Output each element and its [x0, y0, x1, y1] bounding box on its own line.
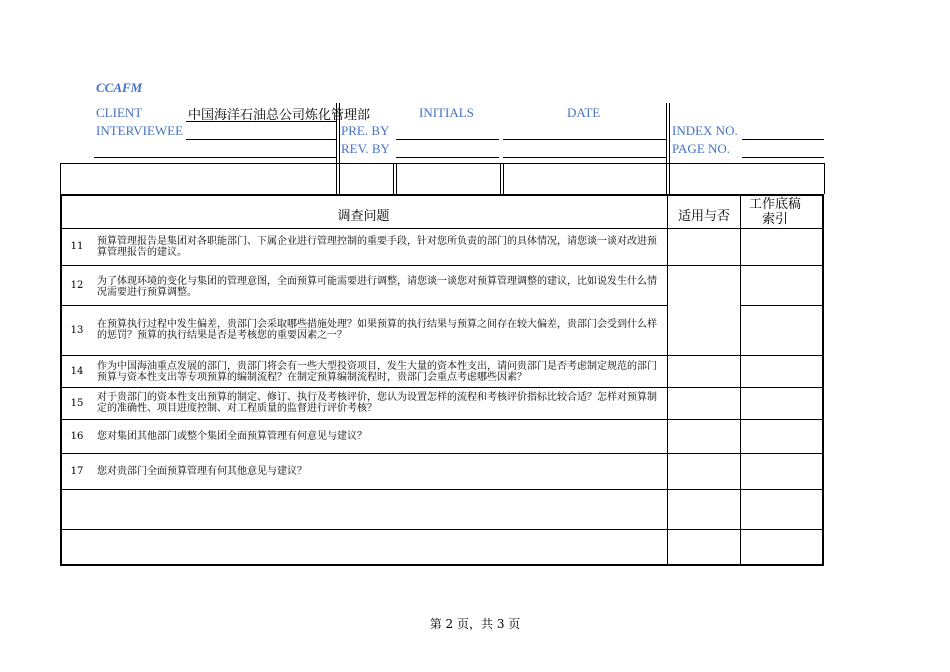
blank-row-border	[824, 163, 825, 194]
header-separator	[339, 103, 340, 194]
question-text: 作为中国海油重点发展的部门，贵部门将会有一些大型投资项目，发生大量的资本性支出，请问贵部门是否考虑制定规范的部门预算与资本性支出等专项预算的编制流程？在制定预算编制流程时，贵部门会重点考虑哪些因素？	[97, 361, 657, 383]
header-separator	[666, 103, 667, 194]
company-logo: CCAFM	[96, 80, 143, 95]
column-divider	[667, 194, 668, 566]
blank-row-border	[60, 163, 61, 194]
row-separator	[60, 419, 824, 420]
date-label: DATE	[567, 105, 601, 120]
header-separator	[336, 103, 337, 194]
blank-row-border	[393, 163, 394, 194]
row-separator	[60, 355, 824, 356]
page-footer: 第 2 页，共 3 页	[429, 617, 521, 631]
question-text: 您对贵部门全面预算管理有何其他意见与建议？	[97, 466, 307, 477]
question-text: 预算管理报告是集团对各职能部门、下属企业进行管理控制的重要手段，针对您所负责的部门的具体情况，请您谈一谈对改进预算管理报告的建议。	[97, 236, 657, 258]
client-value: 中国海洋石油总公司炼化管理部	[188, 108, 371, 123]
question-text: 在预算执行过程中发生偏差，贵部门会采取哪些措施处理？如果预算的执行结果与预算之间存在较大偏差，贵部门会受到什么样的惩罚？预算的执行结果是否是考核您的重要因素之一？	[97, 319, 657, 341]
question-number: 17	[70, 466, 84, 477]
prep-date-underline	[503, 139, 666, 140]
page-no-label: PAGE NO.	[672, 141, 731, 156]
row-separator	[60, 265, 824, 266]
index-underline	[742, 139, 824, 140]
question-number: 15	[70, 398, 84, 409]
row-separator	[60, 453, 824, 454]
index-no-label: INDEX NO.	[672, 123, 738, 138]
client-underline	[186, 121, 336, 122]
index-column-header: 工作底稿索引	[748, 197, 801, 227]
client-label: CLIENT	[96, 105, 143, 120]
row-separator	[60, 305, 667, 306]
prep-initials-underline	[396, 139, 499, 140]
applicable-column-header: 适用与否	[677, 209, 730, 224]
question-text: 对于贵部门的资本性支出预算的制定、修订、执行及考核评价，您认为设置怎样的流程和考核评价指标比较合适？怎样对预算制定的准确性、项目进度控制、对工程质量的监督进行评价考核？	[97, 392, 657, 414]
blank-row-top	[60, 163, 825, 164]
question-text: 为了体现环境的变化与集团的管理意图，全面预算可能需要进行调整，请您谈一谈您对预算管理调整的建议，比如说发生什么情况需要进行预算调整。	[97, 276, 657, 298]
question-number: 12	[70, 280, 84, 291]
question-column-header: 调查问题	[337, 209, 390, 224]
row-separator	[60, 489, 824, 490]
initials-label: INITIALS	[419, 105, 474, 120]
rev-date-underline	[503, 157, 666, 158]
rev-initials-underline	[396, 157, 499, 158]
row-separator	[60, 228, 824, 229]
interviewee-label: INTERVIEWEE	[96, 123, 184, 138]
interviewee-underline	[186, 139, 336, 140]
blank-row-border	[396, 163, 397, 194]
question-number: 16	[70, 431, 84, 442]
left-bottom-underline	[94, 157, 336, 158]
question-number: 13	[70, 325, 84, 336]
question-text: 您对集团其他部门或整个集团全面预算管理有何意见与建议？	[97, 431, 367, 442]
row-separator	[60, 529, 824, 530]
prepared-by-label: PRE. BY	[341, 123, 390, 138]
blank-row-border	[503, 163, 504, 194]
row-separator	[60, 387, 824, 388]
blank-row-border	[500, 163, 501, 194]
column-divider	[740, 194, 741, 566]
question-number: 14	[70, 366, 84, 377]
header-separator	[669, 103, 670, 194]
question-number: 11	[70, 241, 84, 252]
row-separator	[740, 305, 824, 306]
page-underline	[742, 157, 824, 158]
reviewed-by-label: REV. BY	[341, 141, 390, 156]
